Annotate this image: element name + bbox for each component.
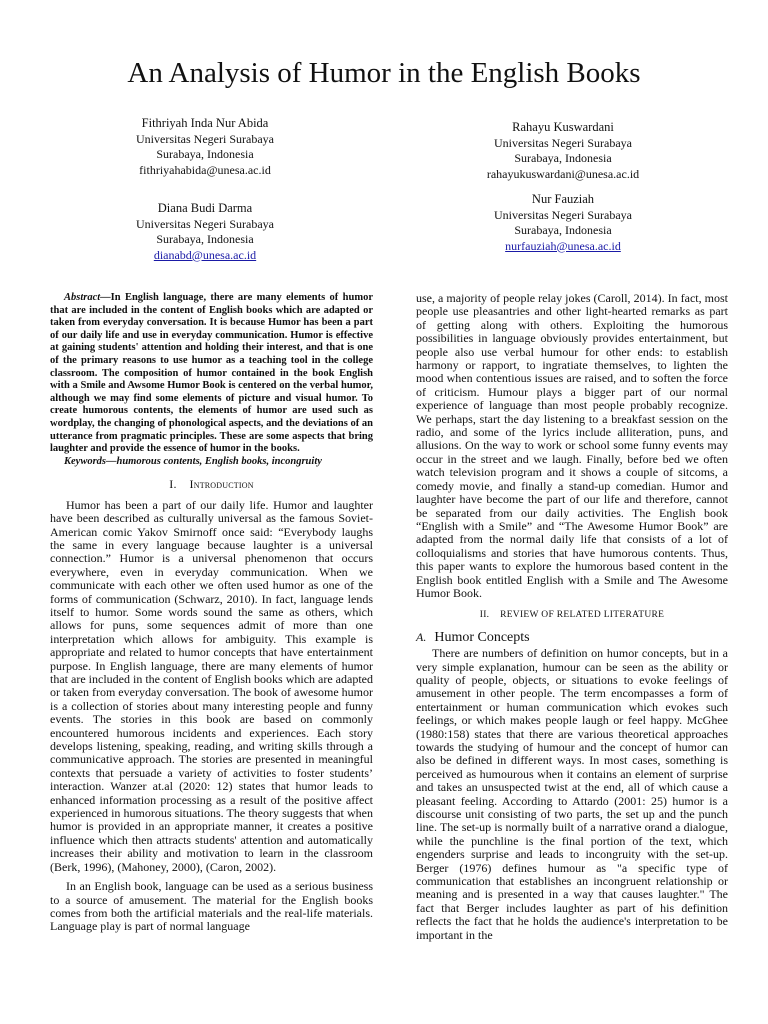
keywords: Keywords—humorous contents, English books, incongruity [64,455,322,467]
author-email: rahayukuswardani@unesa.ac.id [486,166,640,181]
author-location: Surabaya, Indonesia [156,147,254,161]
author-email-link[interactable]: nurfauziah@unesa.ac.id [505,238,621,253]
abstract-text: —In English language, there are many elements of humor that are included in the content of English books which are adapted or taken from everyday conversation. It is because Humor has been a part of our daily life and use in everyday communication. Humor is effective at gaining students' attention and holding their interest, and that is one of the primary reasons to use humor as a teaching tool in the college classroom. The composition of humor contained in the book English with a Smile and Awsome Humor Book is centered on the verbal humor, although we may find some elements of picture and visual humor. To create humorous contents, the elements of humor are used such as wordplay, the changing of phonological aspects, and the deviations of an utterance from pragmatic principles. These are some aspects that bring laughter and provide the essence of humor in the books. [50,292,373,455]
abstract-label: Abstract [64,292,101,303]
author-email-link[interactable]: dianabd@unesa.ac.id [153,247,257,262]
author-email: fithriyahabida@unesa.ac.id [139,162,271,177]
author-name: Rahayu Kuswardani [512,120,614,134]
intro-continuation: use, a majority of people relay jokes (Caroll, 2014). In fact, most people use pleasantries and other light-hearted remarks as part of getting along with others. Exploiting the humorous possibilities in language obviously provides entertainment, but people also use verbal humour for other ends: to establish harmony or rapport, to ingratiate themselves, to lighten the mood when contentious issues are raised, and to soften the force of criticism. Humour plays a bigger part of our normal experience of language than most people probably recognize. We perhaps, start the day listening to a breakfast session on the radio, and some of the lyrics include alliteration, puns, and allusions. On the way to work or school some funny events may occur in the street and we laugh. Finally, before bed we often watch television program and it shows a couple of sitcoms, a comedy movie, and finally a stand-up comedian. Humor and laughter have become the part of our life and therefore, cannot be separated from our daily activities. The English book “English with a Smile” and “The Awesome Humor Book” are adapted from the normal daily life that consists of a lot of colloquialisms and stories that have humorous contents. Thus, this paper wants to explore the humorous based content in the English book entitled English with a Smile and The Awesome Humor Book. [416,291,728,600]
intro-paragraph-2: In an English book, language can be used as a serious business to a source of amusement. The material for the English books comes from both the artificial materials and the real-life materials. Language play is part of normal language [50,879,373,934]
section-title: REVIEW OF RELATED LITERATURE [500,610,665,621]
author-location: Surabaya, Indonesia [514,151,612,165]
author-block-2 [85,201,325,263]
humor-concepts-paragraph: There are numbers of definition on humor concepts, but in a very simple explanation, humour can be seen as the ability or quality of people, objects, or situations to evoke feelings of amusement in other people. The term encompasses a form of entertainment or human communication which evokes such feelings, or which makes people laugh or feel happy. McGhee (1980:158) states that there are various theoretical approaches towards the studying of humour and the concept of humor can also be defined in different ways. In most cases, something is perceived as humourous when it contains an element of surprise and takes an unsuspected twist at the end, all of which cause a pleasant feeling. According to Attardo (2001: 25) humor is a discourse unit consisting of two parts, the set up and the punch line. The set-up is normally built of a narrative orand a dialogue, while the punchline is the final portion of the text, which engenders surprise and leads to incongruity with the set-up. Berger (1976) defines humour as "a specific type of communication that establishes an incongruent relationship or meaning and is presented in a way that causes laughter." The fact that Berger includes laughter as part of his definition reflects the fact that he holds the audience's interpretation to be important in the [416,646,728,942]
author-block-1 [85,116,325,178]
subsection-title: Humor Concepts [434,629,530,645]
author-name: Diana Budi Darma [157,201,253,215]
left-column [50,292,373,934]
section-heading-introduction [50,478,373,491]
paper-title: An Analysis of Humor in the English Books [127,57,641,89]
author-affiliation: Universitas Negeri Surabaya [136,216,274,231]
right-column [416,292,728,942]
author-location: Surabaya, Indonesia [156,232,254,246]
section-heading-review [416,609,728,622]
section-number: I. [169,477,177,492]
author-block-4 [443,192,683,254]
subsection-heading-humor-concepts [416,631,728,644]
abstract [50,292,373,456]
author-location: Surabaya, Indonesia [514,223,612,237]
author-block-3 [443,120,683,182]
section-number: II. [479,610,490,621]
subsection-letter: A. [416,629,427,644]
author-affiliation: Universitas Negeri Surabaya [136,131,274,146]
author-affiliation: Universitas Negeri Surabaya [494,207,632,222]
author-name: Nur Fauziah [531,192,595,206]
section-title: Introduction [189,477,254,492]
author-name: Fithriyah Inda Nur Abida [141,116,269,130]
intro-paragraph-1: Humor has been a part of our daily life. Humor and laughter have been described as culturally universal as the famous Soviet-American comic Yakov Smirnoff once said: “Everybody laughs the same in every language because laughter is a universal connection.” Humor is a universal phenomenon that occurs everywhere, even in everyday communication. When we communicate with each other we often used humor as one of the forms of communication (Schwarz, 2010). In fact, language lends itself to humor. Some words sound the same as others, which allows for puns, some sequences admit of more than one interpretation which allows for ambiguity. This example is appropriate and related to humor concepts that have entertainment purpose. In English language, there are many elements of humor that are included in the content of English books which are adapted or taken from everyday conversation. The book of awesome humor is a collection of stories about many interesting people and funny events. The stories in this book are based on commonly encountered humorous incidents and experiences. Each story develops listening, speaking, reading, and writing skills through a communicative approach. The stories are presented in meaningful contexts that persuade a variety of activities to foster students’ interaction. Wanzer at.al (2020: 12) states that humor leads to enhanced information processing as a result of the positive affect experienced in humorous situations. The theory suggests that when humor is provided in an appropriate manner, it creates a positive influence which then attracts students' attention and automatically increases their ability and motivation to learn in the classroom (Berk, 1996), (Mahoney, 2000), (Caron, 2002). [50,497,374,874]
author-affiliation: Universitas Negeri Surabaya [494,135,632,150]
